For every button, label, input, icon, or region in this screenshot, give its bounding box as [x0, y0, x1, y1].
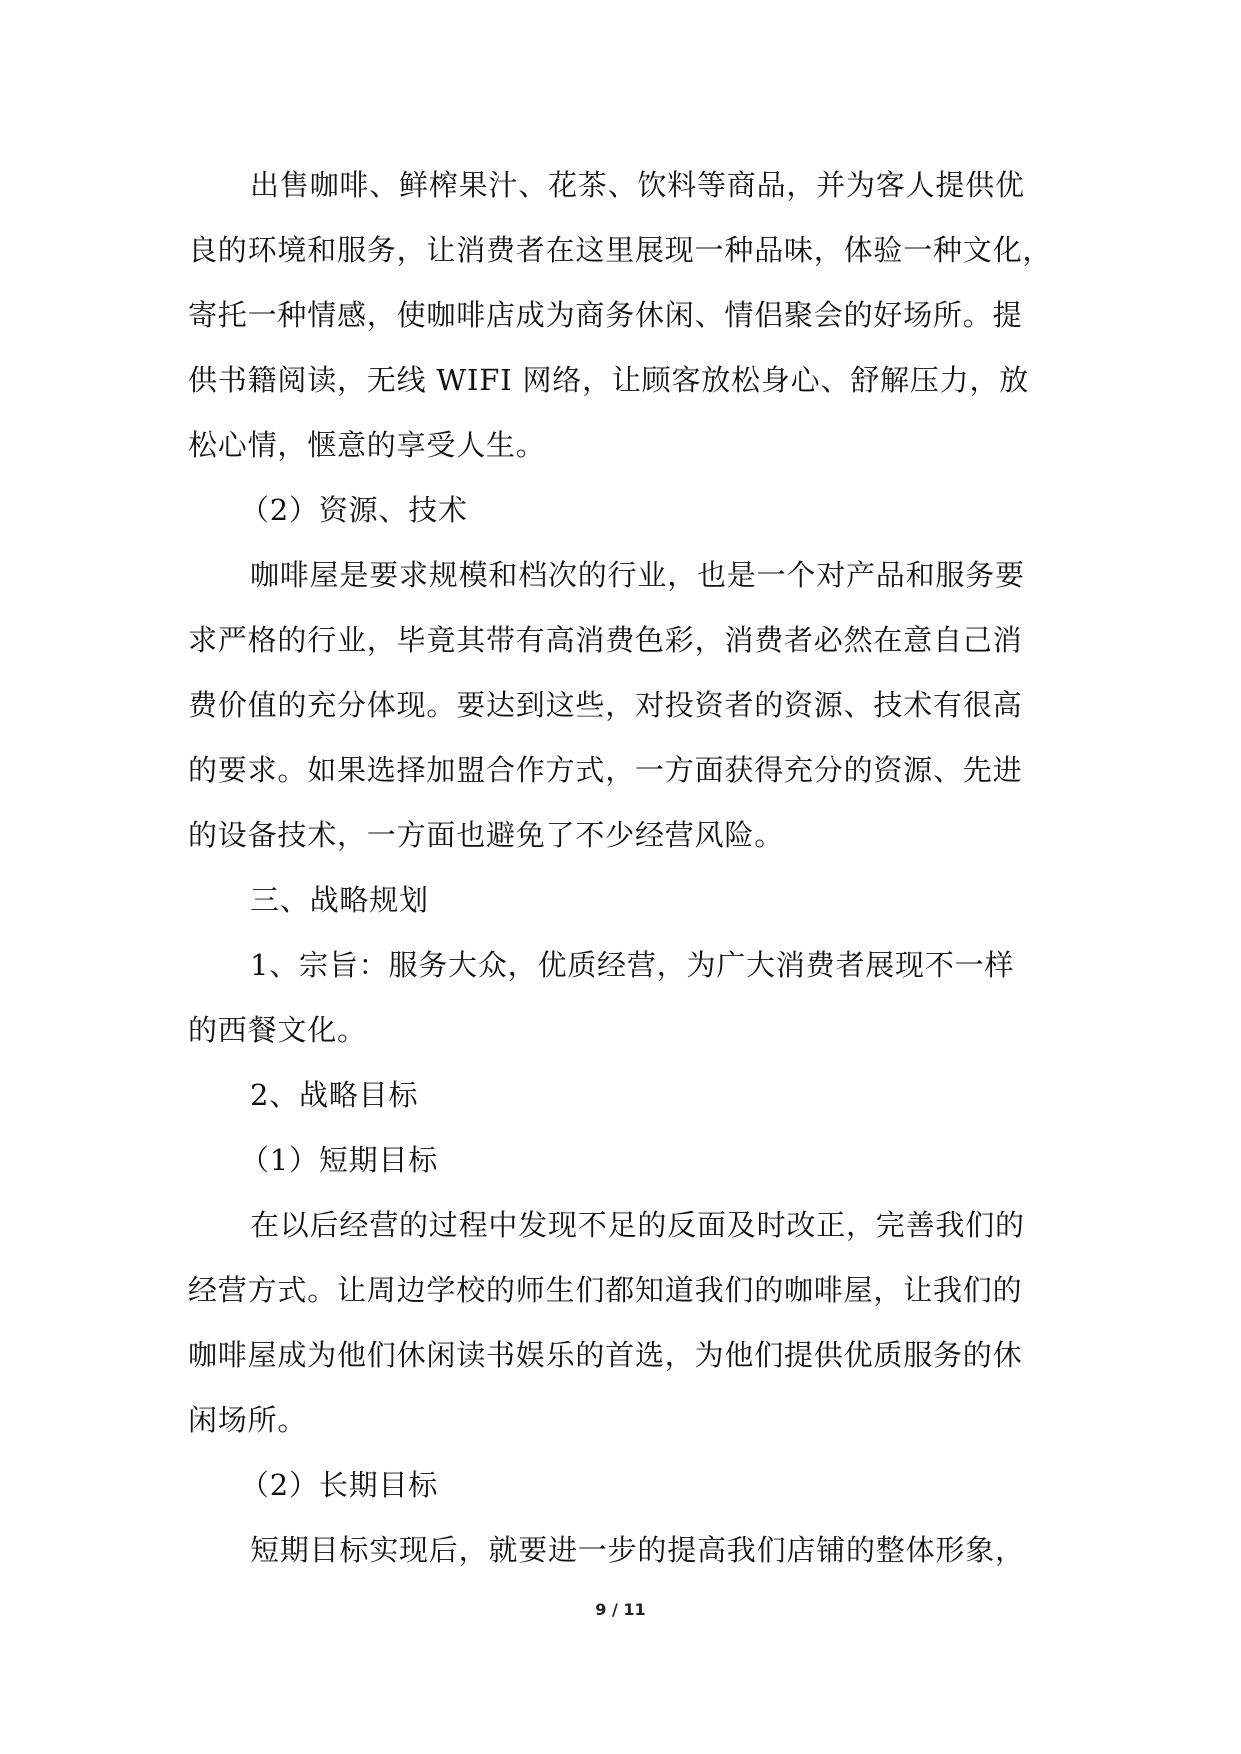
paragraph-line: 良的环境和服务，让消费者在这里展现一种品味，体验一种文化，: [188, 233, 1053, 267]
paragraph-line: 在以后经营的过程中发现不足的反面及时改正，完善我们的: [250, 1208, 1025, 1242]
section-heading: （1）短期目标: [240, 1143, 439, 1177]
paragraph-line: 的要求。如果选择加盟合作方式，一方面获得充分的资源、先进: [188, 753, 1023, 787]
paragraph-line: 的设备技术，一方面也避免了不少经营风险。: [188, 818, 785, 852]
paragraph-line: 1、宗旨：服务大众，优质经营，为广大消费者展现不一样: [250, 948, 1015, 982]
page-number: 9 / 11: [595, 1600, 646, 1619]
paragraph-line: 供书籍阅读，无线 WIFI 网络，让顾客放松身心、舒解压力，放: [188, 363, 1030, 397]
paragraph-line: 咖啡屋是要求规模和档次的行业，也是一个对产品和服务要: [250, 558, 1025, 592]
section-heading: （2）资源、技术: [240, 493, 468, 527]
document-body: [188, 153, 1058, 1583]
section-heading: 三、战略规划: [250, 883, 429, 917]
paragraph-line: 闲场所。: [188, 1403, 308, 1437]
paragraph-line: 求严格的行业，毕竟其带有高消费色彩，消费者必然在意自己消: [188, 623, 1023, 657]
section-heading: （2）长期目标: [240, 1468, 439, 1502]
paragraph-line: 短期目标实现后，就要进一步的提高我们店铺的整体形象，: [250, 1533, 1025, 1567]
paragraph-line: 咖啡屋成为他们休闲读书娱乐的首选，为他们提供优质服务的休: [188, 1338, 1023, 1372]
paragraph-line: 的西餐文化。: [188, 1013, 367, 1047]
paragraph-line: 经营方式。让周边学校的师生们都知道我们的咖啡屋，让我们的: [188, 1273, 1023, 1307]
paragraph-line: 松心情，惬意的享受人生。: [188, 428, 546, 462]
paragraph-line: 出售咖啡、鲜榨果汁、花茶、饮料等商品，并为客人提供优: [250, 168, 1025, 202]
paragraph-line: 费价值的充分体现。要达到这些，对投资者的资源、技术有很高: [188, 688, 1023, 722]
paragraph-line: 寄托一种情感，使咖啡店成为商务休闲、情侣聚会的好场所。提: [188, 298, 1023, 332]
section-heading: 2、战略目标: [250, 1078, 419, 1112]
